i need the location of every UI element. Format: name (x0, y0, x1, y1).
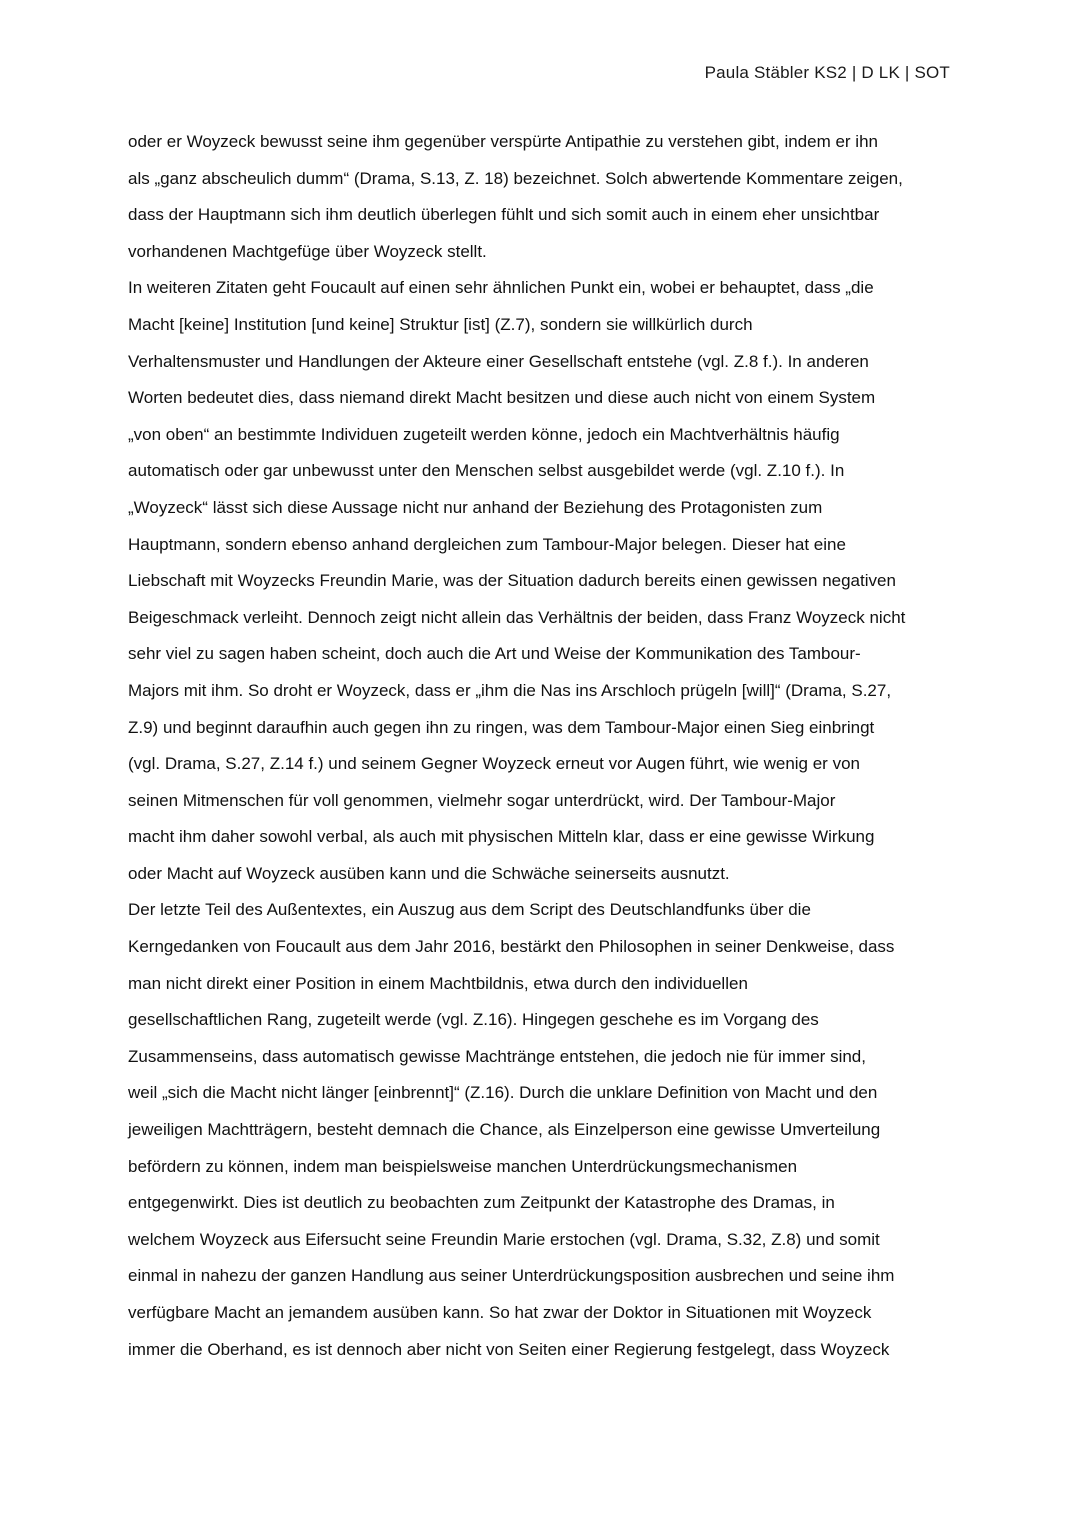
text-line: Hauptmann, sondern ebenso anhand dergleichen zum Tambour-Major belegen. Dieser hat eine (128, 534, 846, 554)
text-line: oder Macht auf Woyzeck ausüben kann und die Schwäche seinerseits ausnutzt. (128, 863, 730, 883)
text-line: „Woyzeck“ lässt sich diese Aussage nicht nur anhand der Beziehung des Protagonisten zum (128, 497, 823, 517)
text-line: automatisch oder gar unbewusst unter den Menschen selbst ausgebildet werde (vgl. Z.10 f.). In (128, 461, 845, 481)
text-line: einmal in nahezu der ganzen Handlung aus seiner Unterdrückungsposition ausbrechen und seine ihm (128, 1266, 895, 1286)
text-line: Macht [keine] Institution [und keine] Struktur [ist] (Z.7), sondern sie willkürlich durch (128, 314, 753, 334)
text-line: sehr viel zu sagen haben scheint, doch auch die Art und Weise der Kommunikation des Tambour- (128, 644, 861, 664)
text-line: seinen Mitmenschen für voll genommen, vielmehr sogar unterdrückt, wird. Der Tambour-Major (128, 790, 836, 810)
text-line: befördern zu können, indem man beispielsweise manchen Unterdrückungsmechanismen (128, 1156, 798, 1176)
text-line: oder er Woyzeck bewusst seine ihm gegenüber verspürte Antipathie zu verstehen gibt, indem er ihn (128, 132, 878, 151)
text-line: Z.9) und beginnt daraufhin auch gegen ihn zu ringen, was dem Tambour-Major einen Sieg einbringt (128, 717, 875, 737)
text-line: Worten bedeutet dies, dass niemand direkt Macht besitzen und diese auch nicht von einem System (128, 388, 876, 408)
text-line: Zusammenseins, dass automatisch gewisse Machtränge entstehen, die jedoch nie für immer sind, (128, 1046, 866, 1066)
body-text (128, 124, 958, 1368)
text-line: macht ihm daher sowohl verbal, als auch mit physischen Mitteln klar, dass er eine gewisse Wirkung (128, 827, 875, 847)
text-line: jeweiligen Machtträgern, besteht demnach die Chance, als Einzelperson eine gewisse Umverteilung (128, 1120, 881, 1140)
text-line: Kerngedanken von Foucault aus dem Jahr 2016, bestärkt den Philosophen in seiner Denkweise, dass (128, 937, 895, 957)
text-line: dass der Hauptmann sich ihm deutlich überlegen fühlt und sich somit auch in einem eher unsichtbar (128, 205, 880, 225)
text-line: man nicht direkt einer Position in einem Machtbildnis, etwa durch den individuellen (128, 973, 748, 993)
text-line: weil „sich die Macht nicht länger [einbrennt]“ (Z.16). Durch die unklare Definition von Macht und den (128, 1083, 878, 1103)
page-header: Paula Stäbler KS2 | D LK | SOT (704, 63, 950, 82)
text-line: verfügbare Macht an jemandem ausüben kann. So hat zwar der Doktor in Situationen mit Woyzeck (128, 1303, 872, 1322)
text-line: Verhaltensmuster und Handlungen der Akteure einer Gesellschaft entstehe (vgl. Z.8 f.). In anderen (128, 351, 869, 371)
text-line: gesellschaftlichen Rang, zugeteilt werde (vgl. Z.16). Hingegen geschehe es im Vorgang des (128, 1010, 819, 1030)
text-line: Majors mit ihm. So droht er Woyzeck, dass er „ihm die Nas ins Arschloch prügeln [will]“ (Drama, S.27, (128, 680, 892, 700)
text-line: (vgl. Drama, S.27, Z.14 f.) und seinem Gegner Woyzeck erneut vor Augen führt, wie wenig er von (128, 754, 860, 774)
text-line: als „ganz abscheulich dumm“ (Drama, S.13, Z. 18) bezeichnet. Solch abwertende Kommentare zeigen, (128, 168, 903, 188)
text-line: entgegenwirkt. Dies ist deutlich zu beobachten zum Zeitpunkt der Katastrophe des Dramas, in (128, 1193, 835, 1213)
text-line: Der letzte Teil des Außentextes, ein Auszug aus dem Script des Deutschlandfunks über die (128, 900, 811, 920)
text-line: Beigeschmack verleiht. Dennoch zeigt nicht allein das Verhältnis der beiden, dass Franz Woyzeck nicht (128, 607, 906, 627)
text-line: vorhandenen Machtgefüge über Woyzeck stellt. (128, 241, 487, 261)
text-line: welchem Woyzeck aus Eifersucht seine Freundin Marie erstochen (vgl. Drama, S.32, Z.8) und somit (128, 1229, 880, 1249)
text-line: „von oben“ an bestimmte Individuen zugeteilt werden könne, jedoch ein Machtverhältnis häufig (128, 424, 840, 444)
text-line: immer die Oberhand, es ist dennoch aber nicht von Seiten einer Regierung festgelegt, dass Woyzeck (128, 1339, 890, 1359)
text-line: In weiteren Zitaten geht Foucault auf einen sehr ähnlichen Punkt ein, wobei er behauptet, dass „die (128, 278, 874, 298)
text-line: Liebschaft mit Woyzecks Freundin Marie, was der Situation dadurch bereits einen gewissen negativen (128, 571, 896, 591)
